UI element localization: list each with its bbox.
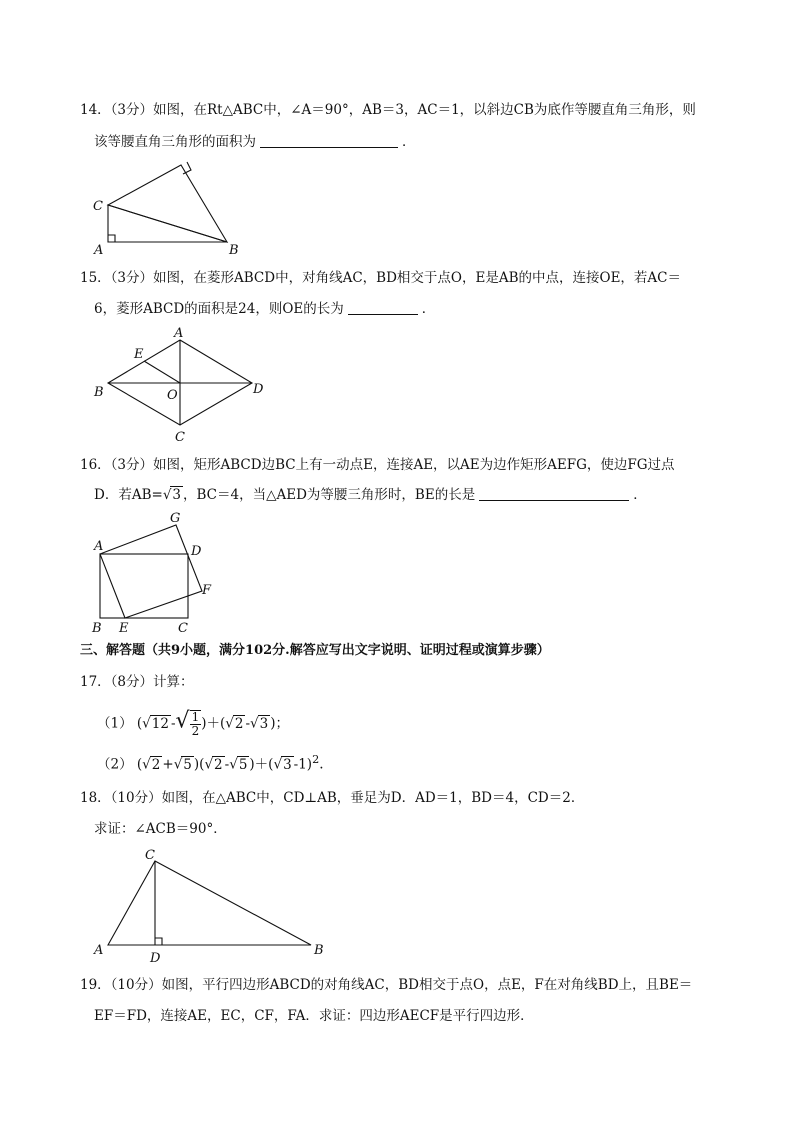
q17-p1-radicand2: 2 xyxy=(234,715,244,732)
q16-answer-blank[interactable] xyxy=(479,486,629,501)
q15-label-d: D xyxy=(253,382,264,397)
q16-line2 xyxy=(94,485,647,505)
q17-p1-end: )； xyxy=(270,715,289,732)
q16-figure xyxy=(88,508,228,638)
q17-p2-radicand3: 2 xyxy=(214,756,223,773)
q15-label-o: O xyxy=(167,388,178,403)
q16-rectangle-aefg xyxy=(100,525,202,618)
q17-p2-exponent: 2 xyxy=(312,753,320,766)
q16-label-a: A xyxy=(94,539,104,554)
q17-p2-sqrt2-sign: √ xyxy=(173,756,183,773)
q17-p2-radicand5: 3 xyxy=(283,756,292,773)
q18-label-d: D xyxy=(150,951,161,966)
q17-p2-radicand2: 5 xyxy=(183,756,192,773)
q15-line2-text: 6，菱形ABCD的面积是24，则OE的长为 xyxy=(94,301,344,317)
q14-line2 xyxy=(94,132,416,152)
q15-line2 xyxy=(94,299,435,319)
q17-p1-fraction xyxy=(190,710,202,738)
q17-p2-tail: -1) xyxy=(293,756,313,773)
q17-part1 xyxy=(97,710,289,738)
q17-p1-minus2: - xyxy=(245,715,251,732)
q16-rectangle-abcd xyxy=(100,554,188,618)
q17-p2-radicand1: 2 xyxy=(151,756,161,773)
q17-p1-mid: )＋( xyxy=(201,715,226,732)
q17-p1-label: （1） xyxy=(97,715,133,732)
q15-label-b: B xyxy=(94,385,104,400)
q17-title: 17．（8分）计算： xyxy=(80,674,194,690)
q16-sqrt-sign: √ xyxy=(162,487,172,503)
q18-line2: 求证：∠ACB＝90°． xyxy=(94,821,227,837)
q15-segment-oe xyxy=(144,361,180,383)
q18-label-c: C xyxy=(145,848,155,863)
q17-p2-open: ( xyxy=(136,756,143,773)
q16-label-c: C xyxy=(178,621,188,636)
q17-p1-num: 1 xyxy=(191,710,200,724)
q14-label-b: B xyxy=(229,243,239,258)
q17-p1-radicand1: 12 xyxy=(151,715,169,732)
q17-p2-sqrt1-sign: √ xyxy=(142,756,151,773)
q16-label-f: F xyxy=(202,583,212,598)
q16-line1: 16．（3分）如图，矩形ABCD边BC上有一动点E，连接AE，以AE为边作矩形AEFG，使边FG过点 xyxy=(80,457,675,473)
q18-figure xyxy=(88,845,338,965)
q15-label-e: E xyxy=(134,347,144,362)
q17-p1-open: ( xyxy=(136,715,143,732)
q17-p1-radicand3: 3 xyxy=(259,715,269,732)
q15-label-c: C xyxy=(175,430,185,445)
q17-p1-sqrt3-sign: √ xyxy=(225,715,234,732)
q17-p2-sqrt3-sign: √ xyxy=(204,756,214,773)
section3-heading: 三、解答题（共9小题，满分102分.解答应写出文字说明、证明过程或演算步骤） xyxy=(80,643,550,658)
q17-p2-plus: + xyxy=(162,756,174,773)
q17-p2-radicand4: 5 xyxy=(238,756,248,773)
q16-label-d: D xyxy=(191,544,202,559)
q14-right-angle-a xyxy=(108,235,115,242)
q16-label-e: E xyxy=(119,621,129,636)
q14-end: ． xyxy=(402,134,416,150)
q14-line2-text: 该等腰直角三角形的面积为 xyxy=(94,134,256,150)
q18-triangle-abc xyxy=(108,861,311,945)
q16-line2-post: ，BC＝4，当△AED为等腰三角形时，BE的长是 xyxy=(183,487,476,503)
q14-isosceles-triangle xyxy=(108,165,227,242)
q14-label-c: C xyxy=(93,199,103,214)
q17-p1-sqrt4-sign: √ xyxy=(250,715,259,732)
q17-p2-label: （2） xyxy=(97,756,133,773)
q18-line1: 18．（10分）如图，在△ABC中，CD⊥AB，垂足为D．AD＝1，BD＝4，CD＝2． xyxy=(80,790,585,806)
q17-p2-end: . xyxy=(319,756,324,773)
q18-right-angle-d xyxy=(155,938,162,945)
q14-line1: 14．（3分）如图，在Rt△ABC中，∠A＝90°，AB＝3，AC＝1，以斜边CB为底作等腰直角三角形，则 xyxy=(80,102,696,118)
q17-p2-sqrt4-sign: √ xyxy=(229,756,238,773)
q17-p1-sqrt2-sign: √ xyxy=(175,708,190,734)
q16-label-b: B xyxy=(92,621,102,636)
q14-figure xyxy=(88,160,268,260)
q14-right-angle-top xyxy=(183,162,191,174)
q19-line1: 19．（10分）如图，平行四边形ABCD的对角线AC，BD相交于点O，点E，F在对角线BD上，且BE＝ xyxy=(80,977,693,993)
q15-answer-blank[interactable] xyxy=(348,300,418,315)
q16-line2-pre: D．若AB= xyxy=(94,487,163,503)
q17-p1-minus: - xyxy=(170,715,176,732)
q15-line1: 15．（3分）如图，在菱形ABCD中，对角线AC，BD相交于点O，E是AB的中点，连接OE，若AC＝ xyxy=(80,270,682,286)
q17-p1-sqrt1-sign: √ xyxy=(142,715,151,732)
q17-p2-mid: )( xyxy=(193,756,205,773)
q17-p2-minus: - xyxy=(224,756,230,773)
q15-figure xyxy=(90,325,280,445)
q14-label-a: A xyxy=(94,243,104,258)
q17-p2-mid2: )＋( xyxy=(249,756,274,773)
q16-radicand: 3 xyxy=(172,487,182,503)
q17-p2-sqrt5-sign: √ xyxy=(273,756,283,773)
q18-label-a: A xyxy=(94,943,104,958)
q15-end: ． xyxy=(421,301,436,317)
q15-label-a: A xyxy=(174,326,184,341)
q18-label-b: B xyxy=(314,943,324,958)
q14-answer-blank[interactable] xyxy=(260,133,398,148)
q16-end: ． xyxy=(633,487,647,503)
q16-label-g: G xyxy=(170,511,181,526)
q17-part2 xyxy=(97,750,324,775)
q19-line2: EF＝FD，连接AE，EC，CF，FA．求证：四边形AECF是平行四边形． xyxy=(94,1008,534,1024)
q17-p1-den: 2 xyxy=(191,724,200,738)
